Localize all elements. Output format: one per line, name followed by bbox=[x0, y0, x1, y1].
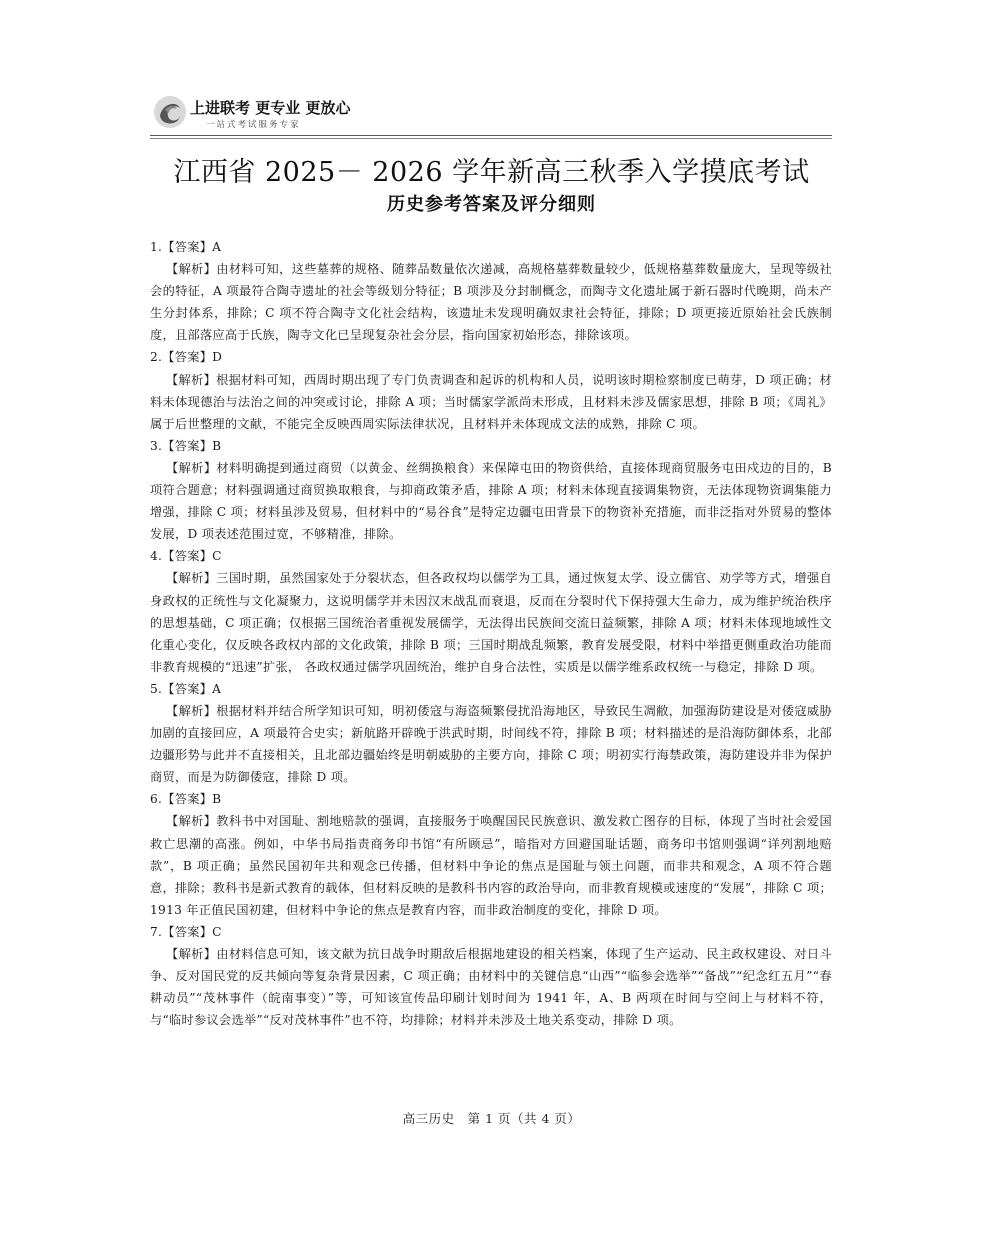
answer-line: 4.【答案】C bbox=[150, 549, 222, 564]
question-item bbox=[150, 346, 832, 434]
question-item bbox=[150, 545, 832, 678]
explanation-text: 【解析】由材料信息可知，该文献为抗日战争时期敌后根据地建设的相关档案，体现了生产运动、民主政权建设、对日斗争、反对国民党的反共倾向等复杂背景因素，C 项正确；由材料中的关键信息“山西”“临参会选举”“备战”“纪念红五月”“春耕动员”“茂林事件（皖南事变）”等，可知该宣传品印刷计划时间为 1941 年，A、B 两项在时间与空间上与材料不符，与“临时参议会选举”“反对茂林事件”也不符，均排除；材料并未涉及土地关系变动，排除 D 项。 bbox=[150, 947, 832, 1028]
answer-line: 5.【答案】A bbox=[150, 681, 222, 696]
explanation-text: 【解析】三国时期，虽然国家处于分裂状态，但各政权均以儒学为工具，通过恢复太学、设立儒官、劝学等方式，增强自身政权的正统性与文化凝聚力，这说明儒学并未因汉末战乱而衰退，反而在分裂时代下保持强大生命力，成为维护统治秩序的思想基础，C 项正确；仅根据三国统治者重视发展儒学，无法得出民族间交流日益频繁，排除 A 项；材料未体现地域性文化重心变化，仅反映各政权内部的文化政策，排除 B 项；三国时期战乱频繁，教育发展受限，材料中举措更侧重政治功能而非教育规模的“迅速”扩张， 各政权通过儒学巩固统治，维护自身合法性，实质是以儒学维系政权统一与稳定，排除 D 项。 bbox=[150, 571, 832, 674]
header-divider-thin bbox=[150, 138, 832, 139]
question-item bbox=[150, 921, 832, 1031]
explanation-text: 【解析】根据材料可知，西周时期出现了专门负责调查和起诉的机构和人员，说明该时期检察制度已萌芽，D 项正确；材料未体现德治与法治之间的冲突或讨论，排除 A 项；当时儒家学派尚未形成，且材料未涉及儒家思想，排除 B 项；《周礼》属于后世整理的文献，不能完全反映西周实际法律状况，且材料并未体现成文法的成熟，排除 C 项。 bbox=[150, 372, 832, 431]
publisher-logo bbox=[152, 94, 372, 136]
answer-list bbox=[150, 236, 832, 1031]
swirl-logo-icon bbox=[152, 94, 188, 130]
explanation-text: 【解析】由材料可知，这些墓葬的规格、随葬品数量依次递减，高规格墓葬数量较少，低规格墓葬数量庞大，呈现等级社会的特征，A 项最符合陶寺遗址的社会等级划分特征；B 项涉及分封制概念，而陶寺文化遗址属于新石器时代晚期，尚未产生分封体系，排除；C 项不符合陶寺文化社会结构，该遗址未发现明确奴隶社会特征，排除；D 项更接近原始社会氏族制度，且部落应高于氏族，陶寺文化已呈现复杂社会分层，指向国家初始形态，排除该项。 bbox=[150, 262, 832, 343]
question-item bbox=[150, 236, 832, 346]
exam-title: 江西省 2025－ 2026 学年新高三秋季入学摸底考试 bbox=[173, 157, 810, 188]
explanation-text: 【解析】材料明确提到通过商贸（以黄金、丝绸换粮食）来保障屯田的物资供给，直接体现商贸服务屯田戍边的目的，B 项符合题意；材料强调通过商贸换取粮食，与抑商政策矛盾，排除 A 项；材料未体现直接调集物资，无法体现物资调集能力增强，排除 C 项；材料虽涉及贸易，但材料中的“易谷食”是特定边疆屯田背景下的物资补充措施，而非泛指对外贸易的整体发展，D 项表述范围过宽，不够精准，排除。 bbox=[150, 460, 832, 542]
question-item bbox=[150, 788, 832, 921]
page-footer: 高三历史 第 1 页（共 4 页） bbox=[402, 1111, 581, 1126]
logo-tagline: 一站式考试服务专家 bbox=[206, 120, 301, 130]
document-subtitle: 历史参考答案及评分细则 bbox=[387, 194, 596, 215]
question-item bbox=[150, 678, 832, 788]
answer-line: 1.【答案】A bbox=[150, 240, 222, 254]
question-item bbox=[150, 435, 832, 545]
answer-line: 7.【答案】C bbox=[150, 924, 222, 939]
explanation-text: 【解析】教科书中对国耻、割地赔款的强调，直接服务于唤醒国民民族意识、激发救亡图存的目标，体现了当时社会爱国救亡思潮的高涨。例如，中华书局指责商务印书馆“有所顾忌”，暗指对方回避国耻话题，商务印书馆则强调“详列割地赔款”，B 项正确；虽然民国初年共和观念已传播，但材料中争论的焦点是国耻与领土问题，而非共和观念，A 项不符合题意，排除；教科书是新式教育的载体，但材料反映的是教科书内容的政治导向，而非教育规模或速度的“发展”，排除 C 项；1913 年正值民国初建，但材料中争论的焦点是教育内容，而非政治制度的变化，排除 D 项。 bbox=[150, 814, 832, 917]
header-divider bbox=[150, 135, 832, 136]
logo-slogan: 上进联考 更专业 更放心 bbox=[190, 99, 351, 117]
answer-line: 2.【答案】D bbox=[150, 350, 223, 365]
answer-line: 6.【答案】B bbox=[150, 792, 222, 807]
explanation-text: 【解析】根据材料并结合所学知识可知，明初倭寇与海盗频繁侵扰沿海地区，导致民生凋敝，加强海防建设是对倭寇威胁加剧的直接回应，A 项最符合史实；新航路开辟晚于洪武时期，时间线不符，排除 B 项；材料描述的是沿海防御体系，北部边疆形势与此并不直接相关，且北部边疆始终是明朝威胁的主要方向，排除 C 项；明初实行海禁政策，海防建设并非为保护商贸，而是为防御倭寇，排除 D 项。 bbox=[150, 703, 832, 785]
answer-line: 3.【答案】B bbox=[150, 438, 222, 453]
